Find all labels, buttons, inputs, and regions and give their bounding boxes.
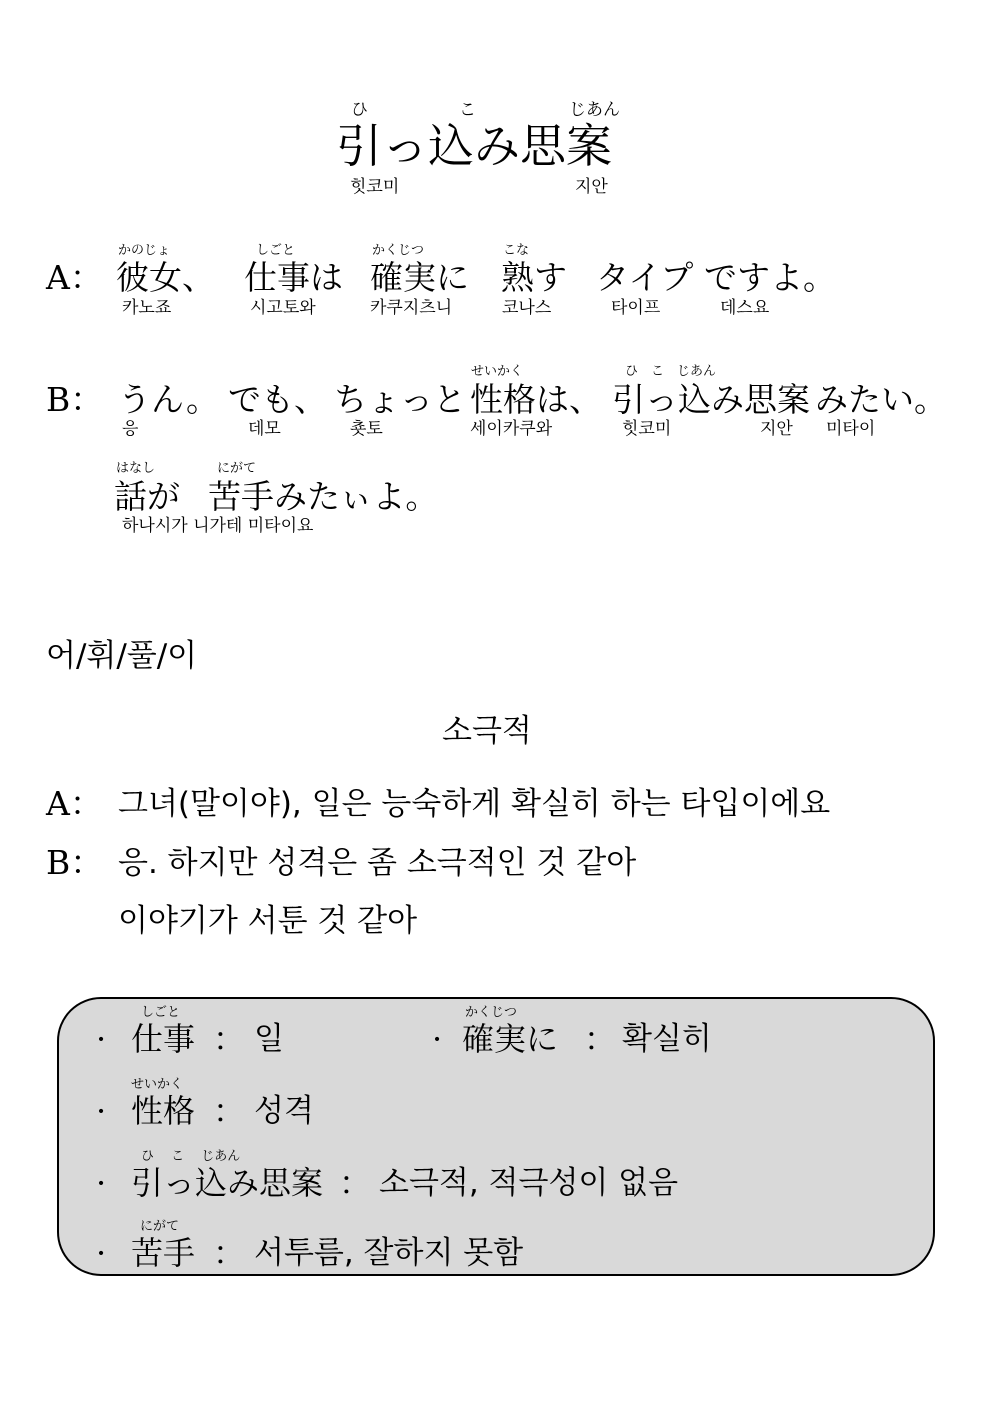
page-title: 引っ込み思案 [336, 119, 612, 173]
vocab-separator: ： [213, 1234, 246, 1272]
vocab-subheading: 소극적 [442, 713, 532, 749]
a-text-2: 仕事は [244, 258, 343, 297]
vocab-separator: ： [213, 1020, 246, 1058]
vocab-meaning: 확실히 [622, 1021, 712, 1057]
a-furigana-2: しごと [256, 243, 296, 258]
b2-furigana-1: はなし [116, 461, 156, 476]
b-korean-7: 미타이 [826, 419, 876, 439]
title-furigana-hi: ひ [351, 100, 368, 120]
vocab-term: 引っ込み思案 [131, 1164, 324, 1202]
b-furigana-4: せいかく [471, 364, 524, 379]
a-korean-6: 데스요 [720, 298, 770, 318]
b2-korean: 하나시가 니가테 미타이요 [122, 516, 314, 536]
vocab-furigana: かくじつ [465, 1005, 518, 1020]
vocab-term: 仕事 [131, 1020, 196, 1058]
b-korean-6: 지안 [760, 419, 793, 439]
title-korean-jian: 지안 [575, 177, 608, 197]
a-korean-5: 타이프 [611, 298, 661, 318]
vocab-separator: ： [584, 1020, 617, 1058]
title-korean-hikkomi: 힛코미 [350, 177, 400, 197]
translation-b-line1: 응. 하지만 성격은 좀 소극적인 것 같아 [118, 845, 637, 881]
vocab-bullet: · [96, 1164, 107, 1202]
b-korean-3: 춋토 [350, 419, 383, 439]
vocab-meaning: 소극적, 적극성이 없음 [379, 1165, 679, 1201]
b-korean-1: 응 [122, 419, 139, 439]
vocab-furigana: せいかく [131, 1077, 184, 1092]
vocab-heading: 어/휘/풀/이 [46, 638, 198, 674]
b2-text-1: 話が [114, 477, 180, 516]
vocab-bullet: · [96, 1234, 107, 1272]
a-text-1: 彼女、 [116, 258, 215, 297]
b-text-5: 引っ込み思案 [612, 380, 810, 419]
a-text-6: ですよ。 [704, 258, 836, 297]
vocab-furigana: にがて [140, 1219, 180, 1234]
vocab-meaning: 서투름, 잘하지 못함 [254, 1235, 524, 1271]
a-text-3: 確実に [370, 258, 469, 297]
b-text-3: ちょっと [334, 380, 466, 419]
a-korean-2: 시고토와 [250, 298, 316, 318]
b-text-6: みたい。 [815, 380, 947, 419]
title-furigana-jian: じあん [569, 100, 620, 120]
a-korean-4: 코나스 [502, 298, 552, 318]
b-korean-4: 세이카쿠와 [470, 419, 553, 439]
speaker-a-label: A： [46, 258, 103, 297]
a-furigana-4: こな [503, 243, 530, 258]
translation-b-label: B： [46, 843, 104, 882]
a-korean-3: 카쿠지츠니 [370, 298, 453, 318]
vocab-furigana: しごと [141, 1005, 181, 1020]
vocab-separator: ： [339, 1164, 372, 1202]
vocab-bullet: · [96, 1092, 107, 1130]
vocab-term: 苦手 [131, 1234, 196, 1272]
vocab-term: 確実に [462, 1020, 559, 1058]
b-korean-5: 힛코미 [622, 419, 672, 439]
b-furigana-5: ひ こ じあん [625, 364, 717, 379]
vocab-meaning: 일 [254, 1021, 284, 1057]
a-furigana-3: かくじつ [372, 243, 425, 258]
b2-furigana-2: にがて [217, 461, 257, 476]
translation-a: 그녀(말이야), 일은 능숙하게 확실히 하는 타입이에요 [118, 786, 831, 822]
vocab-bullet: · [96, 1020, 107, 1058]
vocab-bullet: · [432, 1020, 443, 1058]
a-text-4: 熟す [501, 258, 567, 297]
b-text-1: うん。 [118, 380, 219, 419]
vocab-term: 性格 [131, 1092, 196, 1130]
vocab-meaning: 성격 [254, 1093, 314, 1129]
title-furigana-ko: こ [459, 100, 476, 120]
b-korean-2: 데모 [248, 419, 281, 439]
speaker-b-label: B： [46, 380, 104, 419]
a-korean-1: 카노죠 [122, 298, 172, 318]
a-furigana-1: かのじょ [118, 243, 171, 258]
b-text-4: 性格は、 [470, 380, 602, 419]
vocab-furigana: ひ こ じあん [141, 1149, 241, 1164]
b2-text-2: 苦手みたぃよ。 [208, 477, 439, 516]
translation-a-label: A： [46, 784, 103, 823]
b-text-2: でも、 [228, 380, 327, 419]
translation-b-line2: 이야기가 서툰 것 같아 [118, 903, 418, 939]
a-text-5: タイプ [596, 258, 694, 297]
vocab-separator: ： [213, 1092, 246, 1130]
